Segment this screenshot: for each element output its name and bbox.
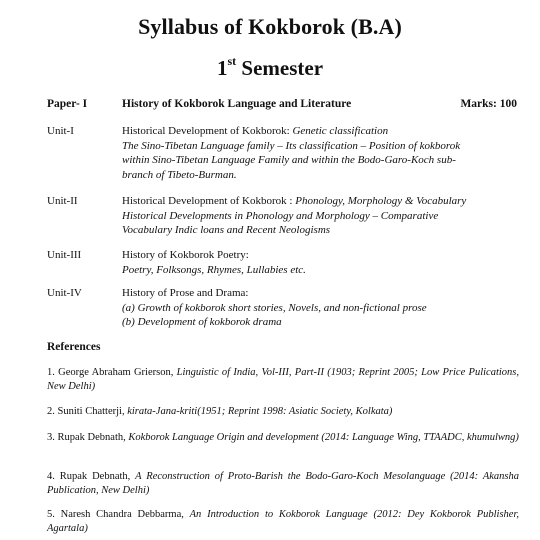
paper-title: History of Kokborok Language and Literature [122,98,352,110]
unit-line: branch of Tibeto-Burman. [122,168,237,181]
semester-heading [0,56,540,81]
unit-label: Unit-II [47,195,78,207]
semester-suffix: st [227,54,237,68]
reference-work: A Reconstruction of Proto-Barish the Bodo-Garo-Koch Mesolanguage (2014: Akansha Publication, New Delhi) [47,471,519,496]
reference-work: An Introduction to Kokborok Language (2012: Dey Kokborok Publisher, Agartala) [47,509,519,534]
reference-author: 4. Rupak Debnath, [47,471,136,482]
references-heading: References [47,341,101,353]
reference-work: kirata-Jana-kriti(1951; Reprint 1998: Asiatic Society, Kolkata) [127,406,393,417]
unit-body [122,194,522,238]
reference-item [47,431,519,445]
unit-body [122,286,522,330]
unit-lead-text: Historical Development of Kokborok: [122,125,293,137]
reference-author: 2. Suniti Chatterji, [47,406,128,417]
semester-word: Semester [241,56,324,80]
unit-lead-text: History of Prose and Drama: [122,287,249,299]
unit-line: The Sino-Tibetan Language family – Its classification – Position of kokborok [122,139,461,152]
unit-lead [122,124,522,139]
unit-lead-italic: Genetic classification [292,125,389,137]
reference-author: 1. George Abraham Grierson, [47,367,177,378]
reference-item [47,366,519,394]
unit-lead [122,194,522,209]
semester-number: 1 [216,56,228,80]
unit-lead-italic: Phonology, Morphology & Vocabulary [295,195,467,207]
reference-item [47,470,519,498]
paper-marks: Marks: 100 [460,98,517,110]
reference-author: 5. Naresh Chandra Debbarma, [47,509,190,520]
unit-lead [122,286,522,301]
document-title: Syllabus of Kokborok (B.A) [138,14,402,39]
reference-author: 3. Rupak Debnath, [47,432,129,443]
unit-line: (a) Growth of kokborok short stories, Novels, and non-fictional prose [122,301,427,314]
unit-line: Historical Developments in Phonology and Morphology – Comparative [122,209,439,222]
reference-work: Kokborok Language Origin and development (2014: Language Wing, TTAADC, khumulwng) [128,432,519,443]
unit-body [122,124,522,182]
unit-label: Unit-IV [47,287,82,299]
paper-label: Paper- I [47,98,88,110]
unit-lead-text: History of Kokborok Poetry: [122,249,249,261]
reference-item [47,508,519,536]
unit-lead-text: Historical Development of Kokborok : [122,195,296,207]
unit-lead [122,248,522,263]
unit-line: Vocabulary Indic loans and Recent Neologisms [122,224,331,236]
unit-line: Poetry, Folksongs, Rhymes, Lullabies etc. [122,263,306,276]
unit-label: Unit-III [47,249,82,261]
unit-line: (b) Development of kokborok drama [122,316,282,328]
reference-item [47,405,519,419]
reference-work: Linguistic of India, Vol-III, Part-II (1903; Reprint 2005; Low Price Pulications, New Delhi) [47,367,519,392]
unit-line: within Sino-Tibetan Language Family and within the Bodo-Garo-Koch sub- [122,154,456,166]
unit-label: Unit-I [47,125,74,137]
unit-body [122,248,522,277]
